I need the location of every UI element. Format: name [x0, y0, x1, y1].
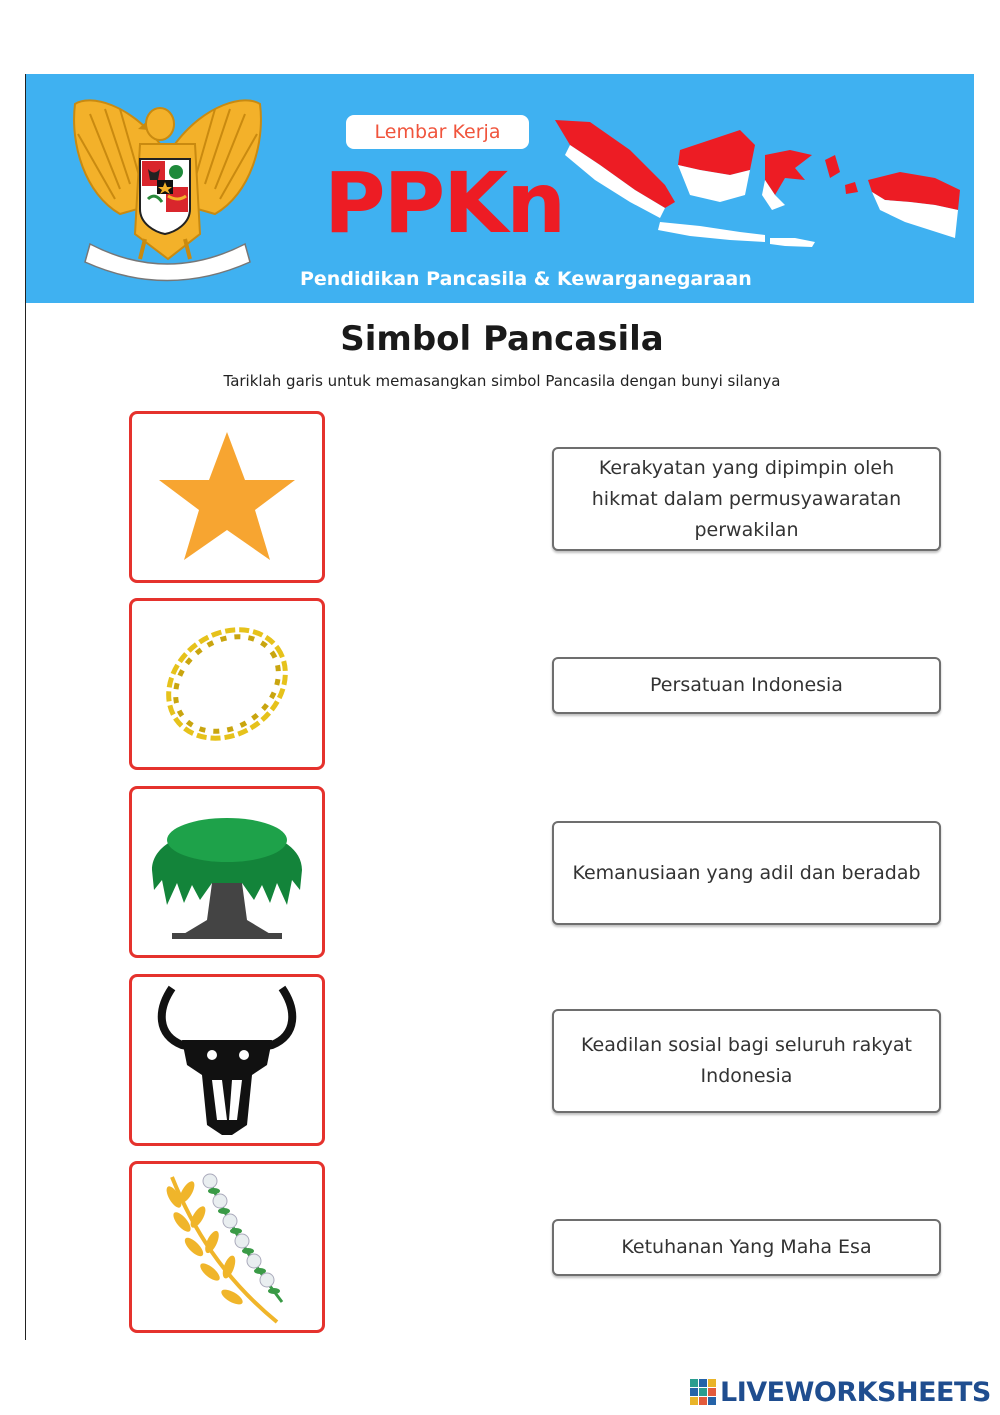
symbol-rice-cotton[interactable]: [129, 1161, 325, 1333]
symbol-tree[interactable]: [129, 786, 325, 958]
chain-icon: [152, 609, 302, 759]
liveworksheets-logo[interactable]: [690, 1374, 991, 1410]
sila-box-kemanusiaan[interactable]: Kemanusiaan yang adil dan beradab: [552, 821, 941, 925]
banyan-tree-icon: [142, 795, 312, 950]
sila-box-persatuan[interactable]: Persatuan Indonesia: [552, 657, 941, 714]
brand-grid-icon: [690, 1379, 716, 1405]
sila-box-ketuhanan[interactable]: Ketuhanan Yang Maha Esa: [552, 1219, 941, 1276]
rice-cotton-icon: [152, 1167, 302, 1327]
bull-head-icon: [152, 980, 302, 1140]
indonesia-map: [550, 110, 962, 260]
worksheet-label: Lembar Kerja: [346, 115, 529, 149]
page-title: Simbol Pancasila: [340, 319, 664, 359]
garuda-pancasila-emblem: [60, 84, 275, 294]
sila-box-keadilan[interactable]: Keadilan sosial bagi seluruh rakyat Indonesia: [552, 1009, 941, 1113]
symbol-star[interactable]: [129, 411, 325, 583]
star-icon: [152, 422, 302, 572]
brand-name: LIVEWORKSHEETS: [720, 1376, 991, 1408]
sila-box-kerakyatan[interactable]: Kerakyatan yang dipimpin oleh hikmat dalam permusyawaratan perwakilan: [552, 447, 941, 551]
subject-title: PPKn: [324, 154, 565, 252]
subject-subtitle: Pendidikan Pancasila & Kewarganegaraan: [300, 268, 752, 290]
symbol-chain[interactable]: [129, 598, 325, 770]
instruction-text: Tariklah garis untuk memasangkan simbol Pancasila dengan bunyi silanya: [223, 372, 781, 390]
symbol-bull[interactable]: [129, 974, 325, 1146]
